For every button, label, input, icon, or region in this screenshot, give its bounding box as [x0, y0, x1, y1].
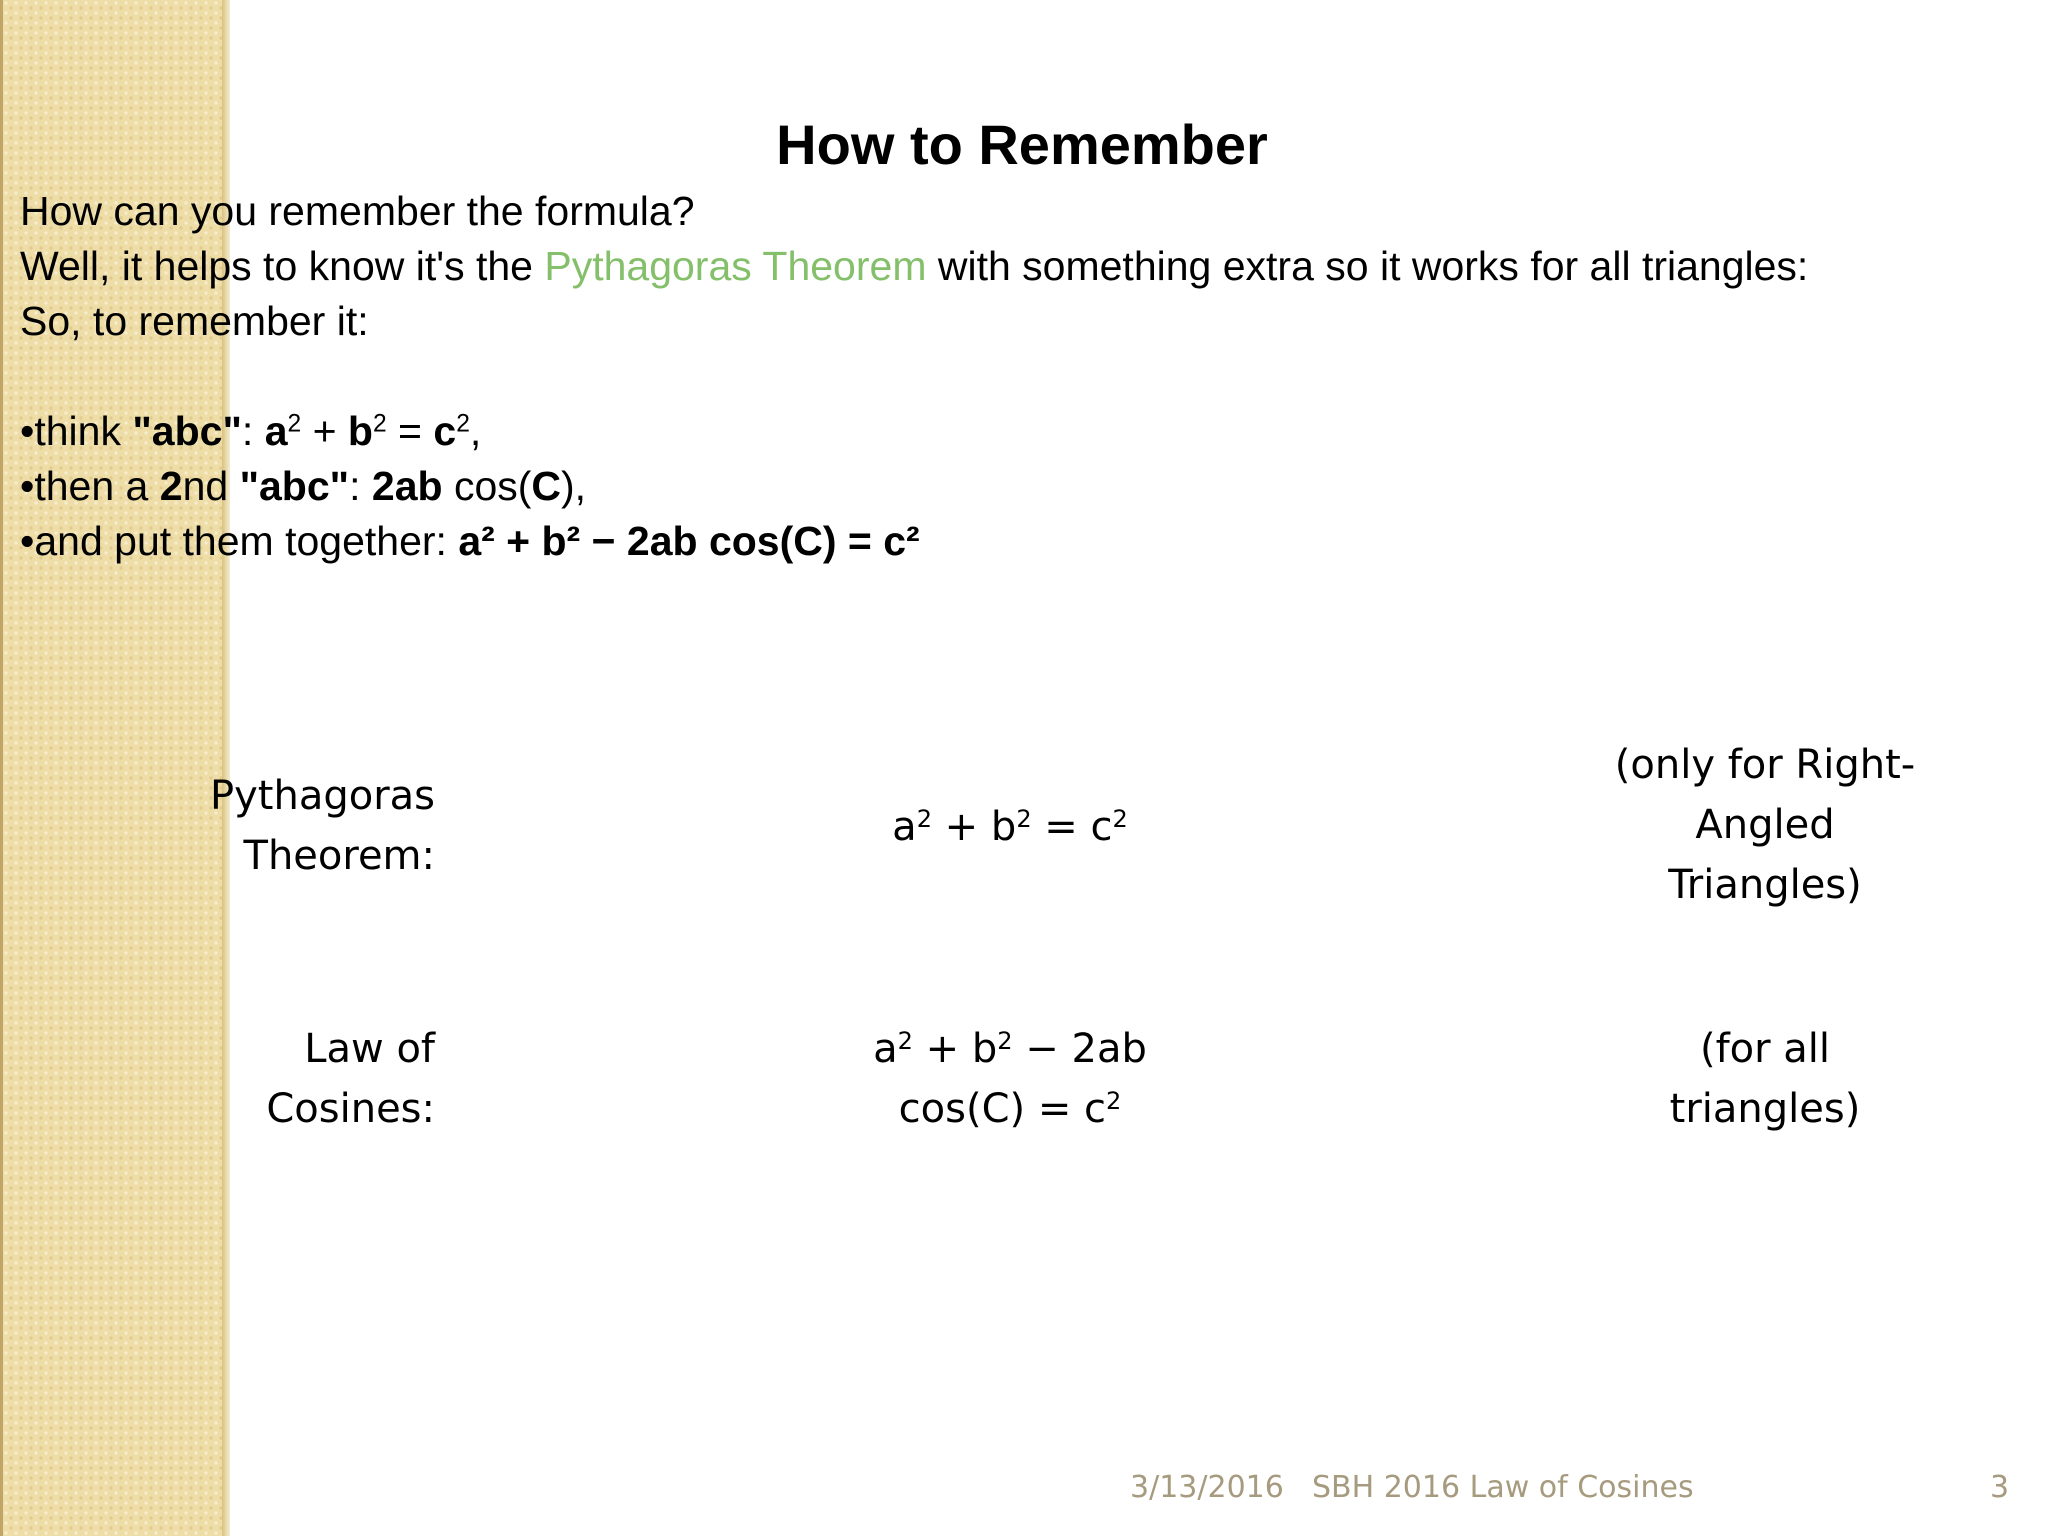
bullet-think-abc: •think "abc": $a^2 + b^2 = c^2$, — [20, 408, 482, 454]
bullet-second-abc: •then a 2nd "abc": 2ab cos(C), — [20, 463, 587, 509]
slide-title: How to Remember — [776, 113, 1268, 176]
bullet-put-together: •and put them together: a² + b² − 2ab cos(C) = c² — [20, 518, 920, 564]
pythagoras-formula: $a^2 + b^2 = c^2$ — [892, 804, 1128, 850]
pythagoras-theorem-link[interactable]: Pythagoras Theorem — [544, 243, 927, 289]
intro-line-remember: So, to remember it: — [20, 298, 369, 344]
law-of-cosines-label: Law of Cosines: — [266, 1026, 435, 1132]
law-of-cosines-note: (for all triangles) — [1669, 1026, 1861, 1132]
pythagoras-label: Pythagoras Theorem: — [210, 773, 435, 879]
footer-date: 3/13/2016 — [1130, 1470, 1284, 1505]
intro-text-end: with something extra so it works for all triangles: — [926, 243, 1809, 289]
law-of-cosines-formula: a² + b² − 2ab cos(C) = c² — [458, 518, 920, 564]
intro-line-pythagoras — [20, 243, 1809, 289]
pythagoras-note: (only for Right- Angled Triangles) — [1614, 742, 1916, 908]
footer-course: SBH 2016 Law of Cosines — [1312, 1470, 1694, 1505]
footer-page-number: 3 — [1990, 1470, 2010, 1505]
intro-line-question: How can you remember the formula? — [20, 188, 695, 234]
intro-text: Well, it helps to know it's the — [20, 243, 545, 289]
law-of-cosines-formula-block: $a^2 + b^2 - 2ab$ $\cos(C) = c^2$ — [873, 1026, 1147, 1132]
